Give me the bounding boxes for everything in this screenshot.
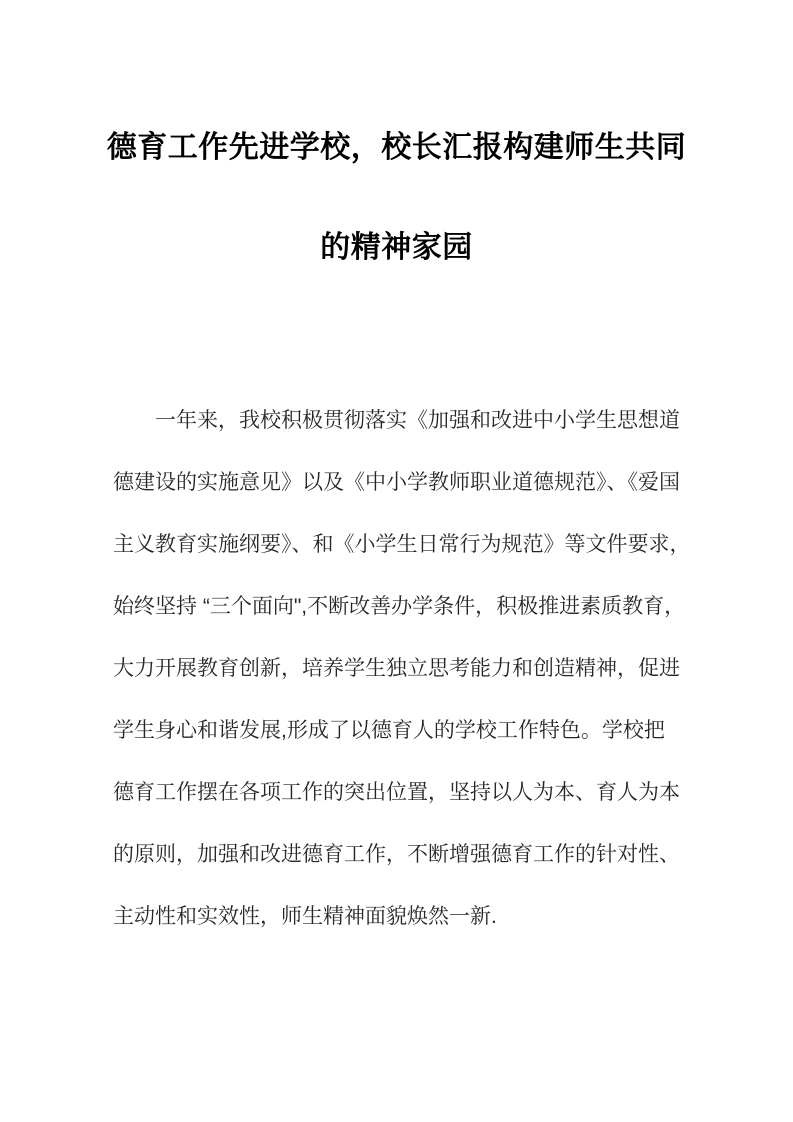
paragraph-line: 始终坚持 “三个面向",不断改善办学条件，积极推进素质教育，	[113, 595, 686, 618]
document-title	[0, 0, 793, 298]
title-line-1: 德育工作先进学校，校长汇报构建师生共同	[106, 131, 687, 164]
paragraph-line: 大力开展教育创新，培养学生独立思考能力和创造精神，促进	[113, 657, 680, 680]
paragraph-line: 一年来，我校积极贯彻落实《加强和改进中小学生思想道	[155, 409, 680, 432]
paragraph-line: 学生身心和谐发展,形成了以德育人的学校工作特色。学校把	[113, 719, 665, 742]
paragraph-line: 德育工作摆在各项工作的突出位置，坚持以人为本、育人为本	[113, 781, 680, 804]
paragraph-line: 的原则，加强和改进德育工作，不断增强德育工作的针对性、	[113, 843, 680, 866]
paragraph-line: 主动性和实效性，师生精神面貌焕然一新.	[113, 905, 497, 928]
paragraph-line: 德建设的实施意见》以及《中小学教师职业道德规范》、《爱国	[113, 471, 680, 494]
paragraph-line: 主义教育实施纲要》、和《小学生日常行为规范》等文件要求，	[113, 533, 691, 556]
document-paragraph	[113, 390, 703, 948]
title-line-2: 的精神家园	[320, 231, 473, 264]
